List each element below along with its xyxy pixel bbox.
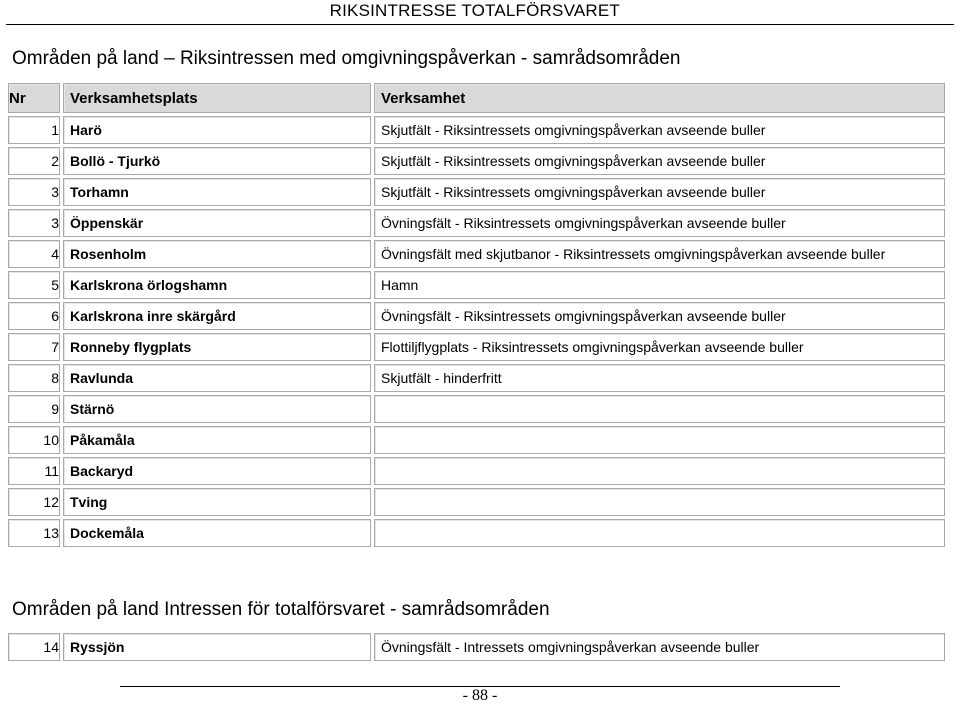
row-verksamhet: Skjutfält - Riksintressets omgivningspåverkan avseende buller — [374, 178, 945, 206]
section-heading-riksintressen: Områden på land – Riksintressen med omgivningspåverkan - samrådsområden — [12, 48, 681, 69]
riksintressen-table — [5, 80, 948, 550]
row-verksamhetsplats: Stärnö — [63, 395, 371, 423]
table-row — [8, 488, 945, 516]
row-verksamhet — [374, 457, 945, 485]
row-number: 4 — [8, 240, 60, 268]
row-number: 3 — [8, 209, 60, 237]
row-verksamhet — [374, 519, 945, 547]
table-row — [8, 395, 945, 423]
row-number: 8 — [8, 364, 60, 392]
row-verksamhet — [374, 426, 945, 454]
row-number: 1 — [8, 116, 60, 144]
row-verksamhetsplats: Ronneby flygplats — [63, 333, 371, 361]
row-verksamhetsplats: Ravlunda — [63, 364, 371, 392]
table-row — [8, 209, 945, 237]
row-number: 12 — [8, 488, 60, 516]
document-header-title: RIKSINTRESSE TOTALFÖRSVARET — [329, 1, 620, 20]
column-header-nr: Nr — [8, 83, 60, 113]
row-number: 3 — [8, 178, 60, 206]
row-verksamhet: Skjutfält - Riksintressets omgivningspåverkan avseende buller — [374, 116, 945, 144]
table-row — [8, 633, 945, 661]
column-header-verksamhetsplats: Verksamhetsplats — [63, 83, 371, 113]
section-heading-intressen: Områden på land Intressen för totalförsvaret - samrådsområden — [12, 599, 550, 620]
row-verksamhetsplats: Karlskrona örlogshamn — [63, 271, 371, 299]
row-verksamhet — [374, 488, 945, 516]
row-verksamhet: Skjutfält - hinderfritt — [374, 364, 945, 392]
row-number: 11 — [8, 457, 60, 485]
row-verksamhetsplats: Ryssjön — [63, 633, 371, 661]
column-header-verksamhet: Verksamhet — [374, 83, 945, 113]
row-number: 5 — [8, 271, 60, 299]
row-verksamhetsplats: Torhamn — [63, 178, 371, 206]
row-verksamhetsplats: Harö — [63, 116, 371, 144]
table-header-row — [8, 83, 945, 113]
row-number: 10 — [8, 426, 60, 454]
table-row — [8, 271, 945, 299]
intressen-table — [5, 630, 948, 664]
header-divider — [6, 24, 954, 25]
row-number: 6 — [8, 302, 60, 330]
row-verksamhetsplats: Tving — [63, 488, 371, 516]
row-verksamhet: Flottiljflygplats - Riksintressets omgivningspåverkan avseende buller — [374, 333, 945, 361]
row-verksamhetsplats: Bollö - Tjurkö — [63, 147, 371, 175]
row-verksamhet: Övningsfält - Intressets omgivningspåverkan avseende buller — [374, 633, 945, 661]
row-number: 14 — [8, 633, 60, 661]
table-row — [8, 519, 945, 547]
table-row — [8, 147, 945, 175]
row-verksamhetsplats: Backaryd — [63, 457, 371, 485]
row-verksamhetsplats: Karlskrona inre skärgård — [63, 302, 371, 330]
row-verksamhet: Övningsfält med skjutbanor - Riksintressets omgivningspåverkan avseende buller — [374, 240, 945, 268]
row-verksamhet: Skjutfält - Riksintressets omgivningspåverkan avseende buller — [374, 147, 945, 175]
row-verksamhetsplats: Öppenskär — [63, 209, 371, 237]
table-row — [8, 116, 945, 144]
row-verksamhetsplats: Påkamåla — [63, 426, 371, 454]
row-verksamhet: Övningsfält - Riksintressets omgivningspåverkan avseende buller — [374, 209, 945, 237]
row-verksamhet: Övningsfält - Riksintressets omgivningspåverkan avseende buller — [374, 302, 945, 330]
page-number: - 88 - — [462, 687, 498, 704]
row-verksamhet — [374, 395, 945, 423]
row-number: 7 — [8, 333, 60, 361]
row-verksamhetsplats: Rosenholm — [63, 240, 371, 268]
row-number: 2 — [8, 147, 60, 175]
table-row — [8, 178, 945, 206]
row-verksamhet: Hamn — [374, 271, 945, 299]
table-row — [8, 364, 945, 392]
table-row — [8, 457, 945, 485]
table-row — [8, 426, 945, 454]
row-number: 13 — [8, 519, 60, 547]
table-row — [8, 333, 945, 361]
row-verksamhetsplats: Dockemåla — [63, 519, 371, 547]
row-number: 9 — [8, 395, 60, 423]
table-row — [8, 240, 945, 268]
table-row — [8, 302, 945, 330]
